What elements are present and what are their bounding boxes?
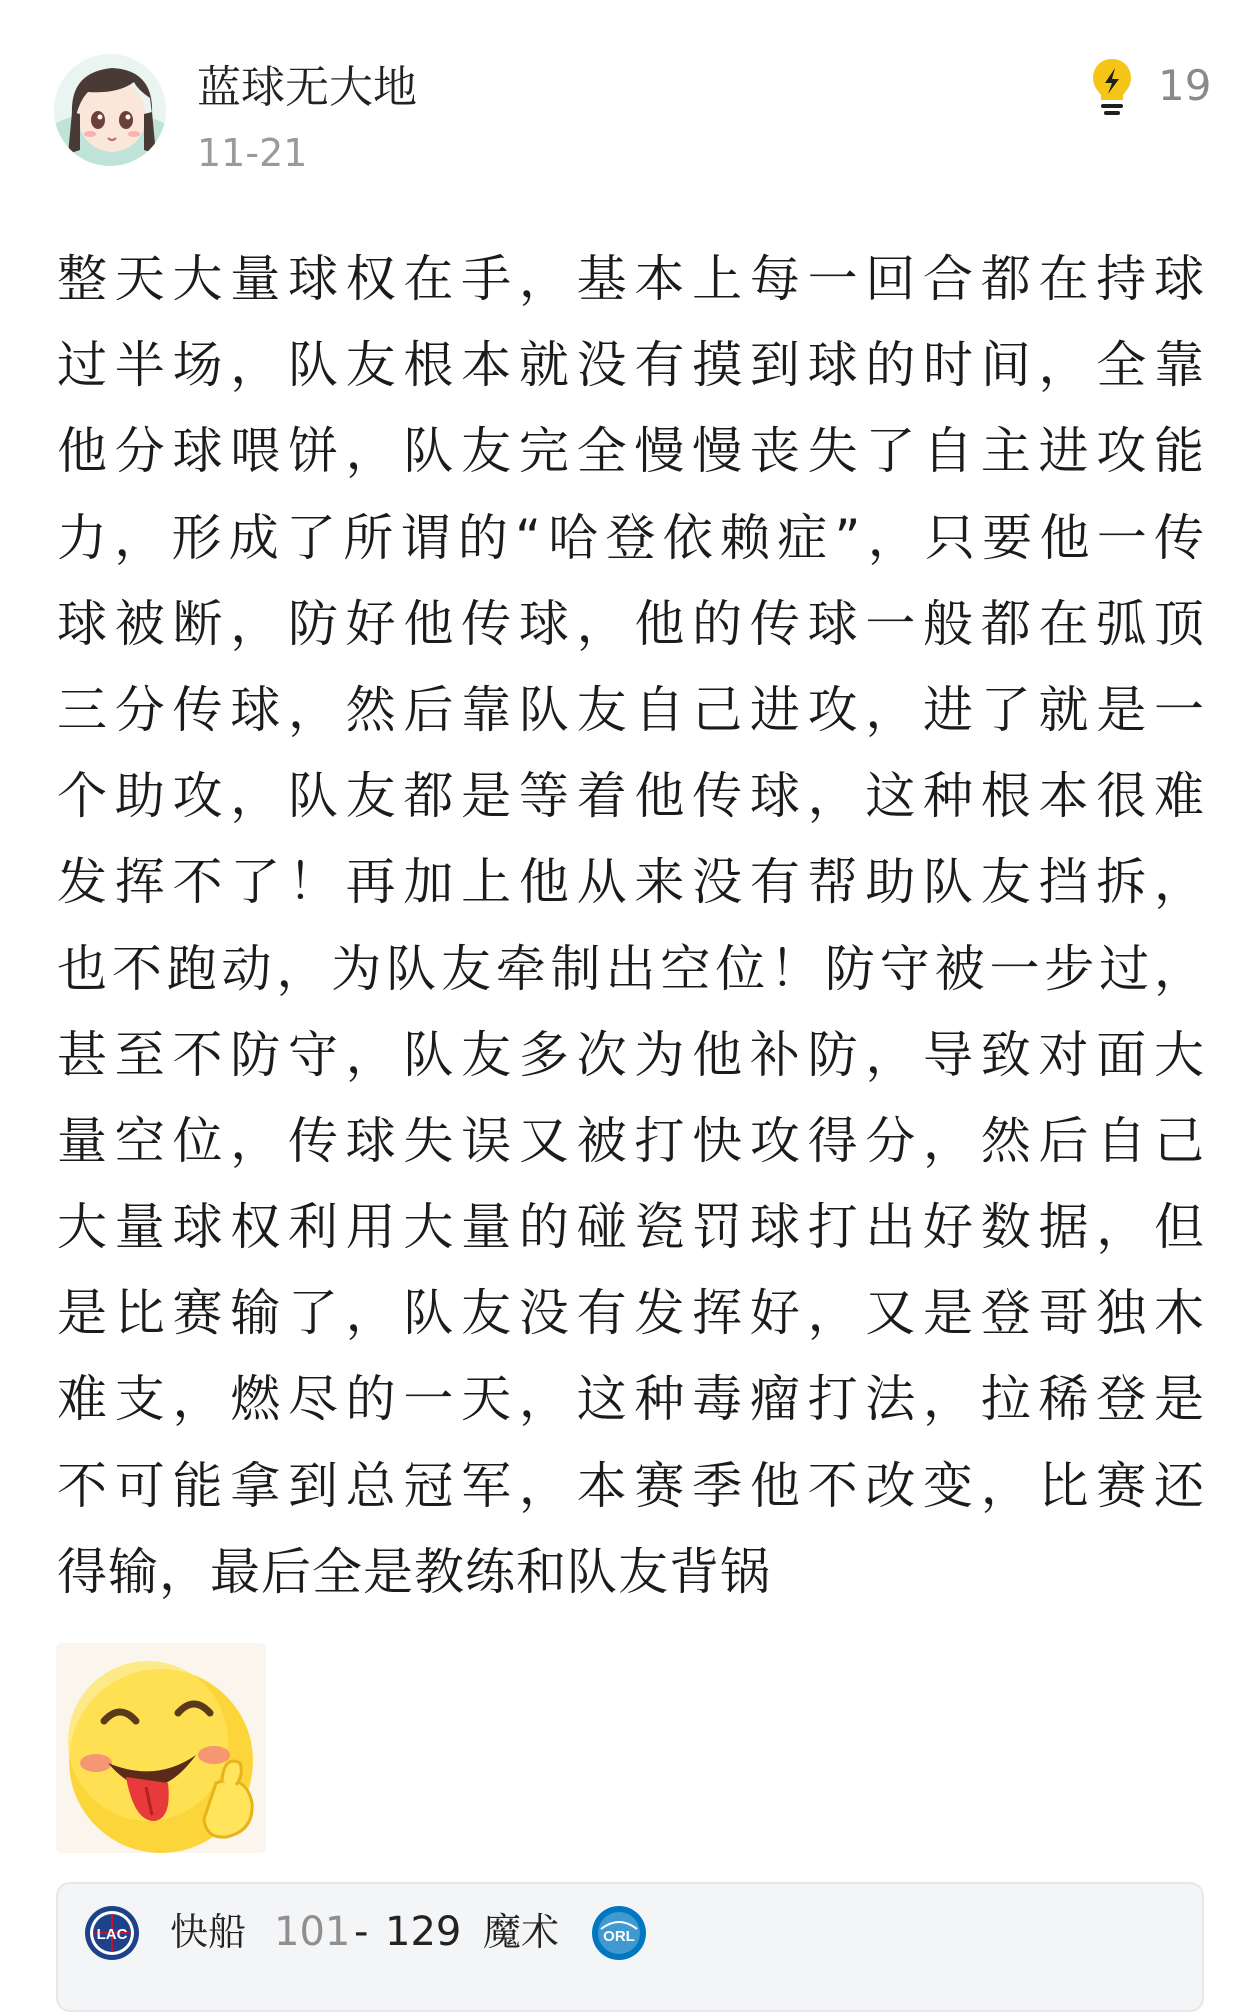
post-line: 三分传球，然后靠队友自己进攻，进了就是一 <box>57 680 1205 739</box>
like-count: 19 <box>1158 61 1212 110</box>
post-date: 11-21 <box>197 131 308 175</box>
post-line: 得输，最后全是教练和队友背锅 <box>57 1542 771 1601</box>
magic-logo-icon <box>591 1905 647 1961</box>
laughing-emoji-thumbs-up-sticker[interactable] <box>56 1643 266 1853</box>
svg-text:LAC: LAC <box>96 1926 128 1943</box>
home-score: 101 <box>274 1909 351 1955</box>
post-line: 难支，燃尽的一天，这种毒瘤打法，拉稀登是 <box>57 1370 1205 1429</box>
avatar[interactable] <box>54 54 166 166</box>
post-line: 不可能拿到总冠军，本赛季他不改变，比赛还 <box>57 1456 1205 1515</box>
post-line: 球被断，防好他传球，他的传球一般都在弧顶 <box>57 594 1205 653</box>
post-body <box>57 236 1205 1615</box>
lightbulb-lightning-icon[interactable] <box>1088 56 1136 116</box>
post-line: 发挥不了！再加上他从来没有帮助队友挡拆， <box>57 853 1205 912</box>
post-line: 甚至不防守，队友多次为他补防，导致对面大 <box>57 1025 1205 1084</box>
away-score: 129 <box>385 1909 462 1955</box>
post-line: 力，形成了所谓的“哈登依赖症”，只要他一传 <box>57 508 1205 567</box>
clippers-logo-icon <box>84 1905 140 1961</box>
post-line: 过半场，队友根本就没有摸到球的时间，全靠 <box>57 336 1205 395</box>
post-line: 他分球喂饼，队友完全慢慢丧失了自主进攻能 <box>57 422 1205 481</box>
post-line: 也不跑动，为队友牵制出空位！防守被一步过， <box>57 939 1205 998</box>
post-line: 个助攻，队友都是等着他传球，这种根本很难 <box>57 767 1205 826</box>
post-line: 量空位，传球失误又被打快攻得分，然后自己 <box>57 1111 1205 1170</box>
post-line: 是比赛输了，队友没有发挥好，又是登哥独木 <box>57 1284 1205 1343</box>
home-team-name: 快船 <box>170 1910 247 1954</box>
like-button[interactable] <box>1088 56 1228 116</box>
svg-text:ORL: ORL <box>603 1928 635 1945</box>
post-line: 整天大量球权在手，基本上每一回合都在持球 <box>57 250 1205 308</box>
author-name[interactable]: 蓝球无大地 <box>197 62 417 113</box>
post-line: 大量球权利用大量的碰瓷罚球打出好数据，但 <box>57 1198 1205 1257</box>
score-separator: - <box>354 1909 369 1955</box>
away-team-name: 魔术 <box>483 1910 560 1954</box>
game-score-card[interactable] <box>56 1882 1204 2012</box>
